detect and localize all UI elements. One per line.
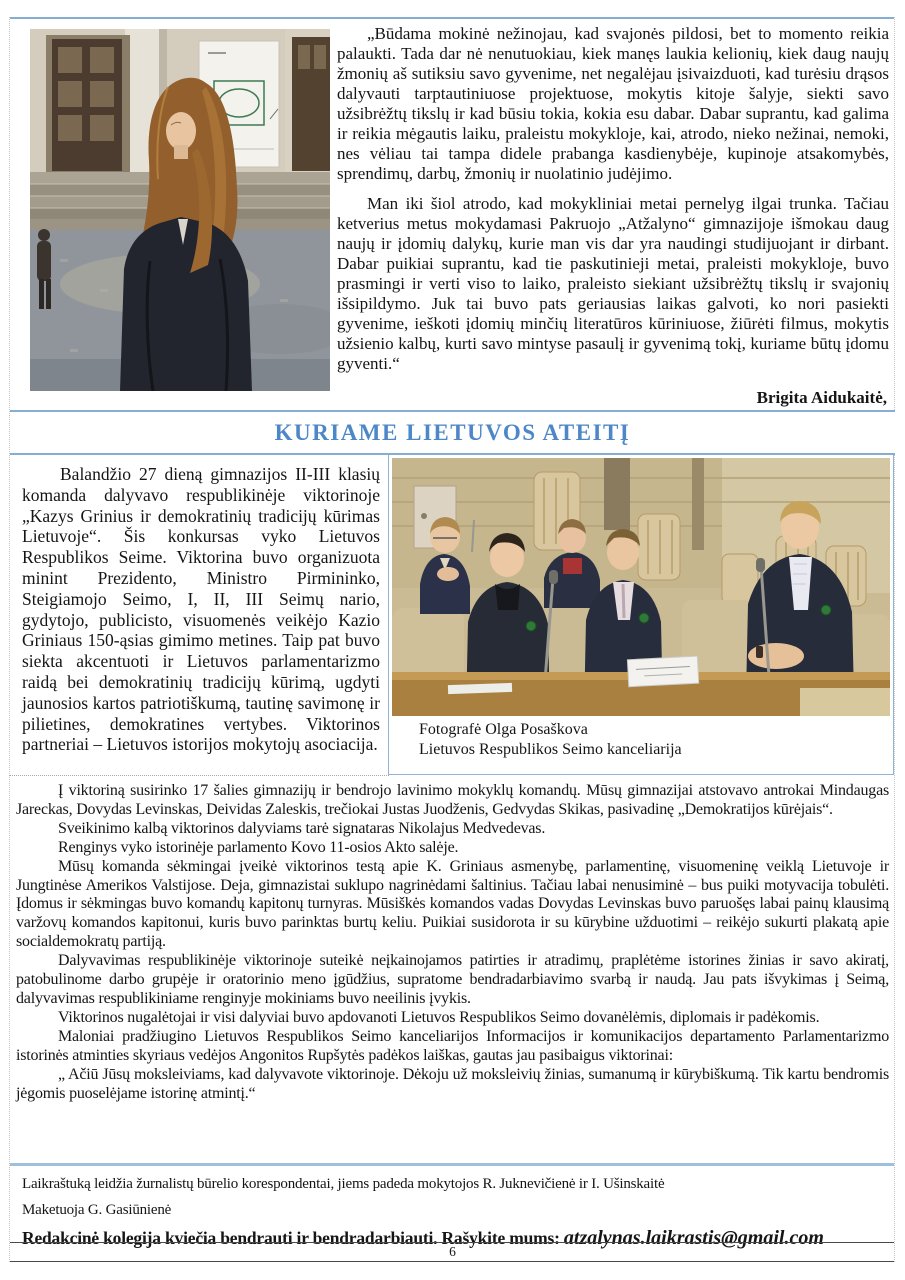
dotted-divider [9, 775, 389, 776]
contact-email: atzalynas.laikrastis@gmail.com [563, 1227, 824, 1249]
body-paragraph: Maloniai pradžiugino Lietuvos Respublikos Seimo kanceliarijos Informacijos ir komunikacijos departamento Parlamentarizmo istorinės atminties skyriaus vedėjos Angonitos Rupšytės padėkos laiškas, gautas jau pasibaigus viktorinai: [16, 1027, 889, 1064]
body-paragraph: Į viktoriną susirinko 17 šalies gimnazijų ir bendrojo lavinimo mokyklų komandų. Mūsų gimnazijai atstovavo antrokai Mindaugas Jareckas, Dovydas Levinskas, Deividas Zaleskis, trečiokai Justas Juodženis, Gedvydas Skikas, pasivadinę „Demokratijos kūrėjais“. [16, 782, 889, 818]
footer [22, 1172, 887, 1250]
footer-blue-rule [10, 1163, 894, 1166]
section-heading-band [10, 410, 895, 455]
page-number: 6 [449, 1244, 456, 1259]
quote-paragraph-1: „Būdama mokinė nežinojau, kad svajonės pildosi, bet to momento reikia palaukti. Tada dar nė nenutuokiau, kiek manęs laukia kelionių, kiek daug naujų žmonių aš sutiksiu savo gyvenime, net negalėjau įsivaizduoti, kad turėsiu drąsos dalyvauti tarptautiniuose projektuose, mokytis kitoje šalyje, siekti savo užsibrėžtų tikslų ir kad būsiu tokia, kokia esu dabar. Dabar suprantu, kad galima ir reikia mėgautis laiku, praleistu mokykloje, kai, atrodo, nieko nežinai, nemoki, nes vėliau tai tampa didele prabanga kasdienybėje, kupinoje atsakomybės, sprendimų, darbų, žmonių ir nuolatinio judėjimo. [337, 24, 889, 183]
photo-caption-line1: Fotografė Olga Posaškova [419, 721, 588, 738]
article-two-column-section [10, 455, 895, 776]
body-paragraph: Sveikinimo kalbą viktorinos dalyviams tarė signataras Nikolajus Medvedevas. [58, 819, 546, 837]
page-number-rule-bottom [10, 1261, 894, 1262]
body-paragraph: Dalyvavimas respublikinėje viktorinoje suteikė neįkainojamos patirties ir atradimų, praplėtėme istorines žinias ir savo akiratį, patobulinome darbo grupėje ir oratorinio meno įgūdžius, supratome bendradarbiavimo svarbą ir naudą. Jau pats išvykimas į Seimą, dalyvavimas respublikiniame renginyje mokiniams buvo neeilinis įvykis. [16, 952, 889, 1007]
student-portrait-photo [30, 29, 330, 391]
top-blue-rule [10, 17, 894, 19]
seimas-team-photo [392, 458, 890, 716]
article-lead-paragraph: Balandžio 27 dieną gimnazijos II-III klasių komanda dalyvavo respublikinėje viktorinoje „Kazys Grinius ir demokratinių tradicijų kūrimas Lietuvoje“. Šis konkursas vyko Lietuvos Respublikos Seime. Viktorina buvo organizuota minint Prezidento, Ministro Pirmininko, Steigiamojo Seimo, I, II, III Seimų nario, gydytojo, publicisto, visuomenės veikėjo Kazio Griniaus 150-ąsias gimimo metines. Taip pat buvo siekta akcentuoti ir Lietuvos parlamentarizmo raidą bei demokratinių tradicijų kūrimą, ugdyti jaunosios kartos patriotiškumą, tautinę savimonę ir pilietines, demokratines vertybes. Viktorinos partneriai – Lietuvos istorijos mokytojų asociacija. [22, 464, 380, 755]
body-paragraph: Renginys vyko istorinėje parlamento Kovo 11-osios Akto salėje. [58, 838, 459, 856]
signature-name: Brigita Aidukaitė, [756, 388, 887, 407]
article-body [16, 779, 889, 1103]
body-paragraph: „ Ačiū Jūsų moksleiviams, kad dalyvavote viktorinoje. Dėkoju už moksleivių žinias, sumanumą ir kūrybiškumą. Tik kartu bendromis jėgomis puoselėjame istorinę atmintį.“ [16, 1065, 889, 1102]
footer-layout-credit: Maketuoja G. Gasiūnienė [22, 1202, 172, 1218]
seimas-photo-box [388, 455, 894, 775]
footer-credits: Laikraštuką leidžia žurnalistų būrelio korespondentai, jiems padeda mokytojos R. Juknevičienė ir I. Ušinskaitė [22, 1176, 665, 1192]
quote-text [337, 24, 889, 438]
quote-paragraph-2: Man iki šiol atrodo, kad mokykliniai metai pernelyg ilgai trunka. Tačiau ketverius metus mokydamasi Pakruojo „Atžalyno“ gimnazijoje išmokau daug naujų ir įdomių dalykų, kurie man vis dar yra naudingi studijuojant ir dirbant. Dabar puikiai suprantu, kad tie paskutinieji metai, praleisti mokykloje, buvo prasmingi ir verti viso to laiko, praleisto siekiant užsibrėžtų tikslų ir svajonių išsipildymo. Juk tai buvo pats geriausias laikas galvoti, ko nori pasiekti gyvenime, ieškoti įdomių minčių literatūros kūriniuose, žiūrėti filmus, mokytis užsienio kalbų, kurti savo mintyse pasaulį ir gyvenimą tokį, kuriame būtų įdomu gyventi.“ [337, 194, 889, 373]
photo-caption [389, 716, 893, 760]
body-paragraph: Viktorinos nugalėtojai ir visi dalyviai buvo apdovanoti Lietuvos Respublikos Seimo dovanėlėmis, diplomais ir padėkomis. [58, 1008, 820, 1026]
footer-contact-text: Redakcinė kolegija kviečia bendrauti ir bendradarbiauti. Rašykite mums: [22, 1228, 564, 1248]
quote-section [10, 24, 895, 407]
section-heading: KURIAME LIETUVOS ATEITĮ [274, 419, 631, 445]
article-left-column [10, 455, 388, 775]
page-number-rule-top [10, 1242, 894, 1243]
photo-caption-line2: Lietuvos Respublikos Seimo kanceliarija [419, 741, 682, 758]
body-paragraph: Mūsų komanda sėkmingai įveikė viktorinos testą apie K. Griniaus asmenybę, parlamentinę, visuomeninę veiklą Lietuvoje ir Jungtinėse Amerikos Valstijose. Deja, gimnazistai suklupo nagrinėdami šaltinius. Tačiau labai nenusiminė – bus puiki motyvacija tobulėti. Įdomus ir sėkmingas buvo komandų kapitonų turnyras. Mūsiškės komandos vadas Dovydas Levinskas buvo paruošęs labai painų klausimą varžovų komandos kapitonui, kuris buvo parinktas burtų keliu. Puikiai susidorota ir su kūrybine užduotimi – reikėjo sukurti plakatą apie socialdemokratų partiją. [16, 857, 889, 951]
